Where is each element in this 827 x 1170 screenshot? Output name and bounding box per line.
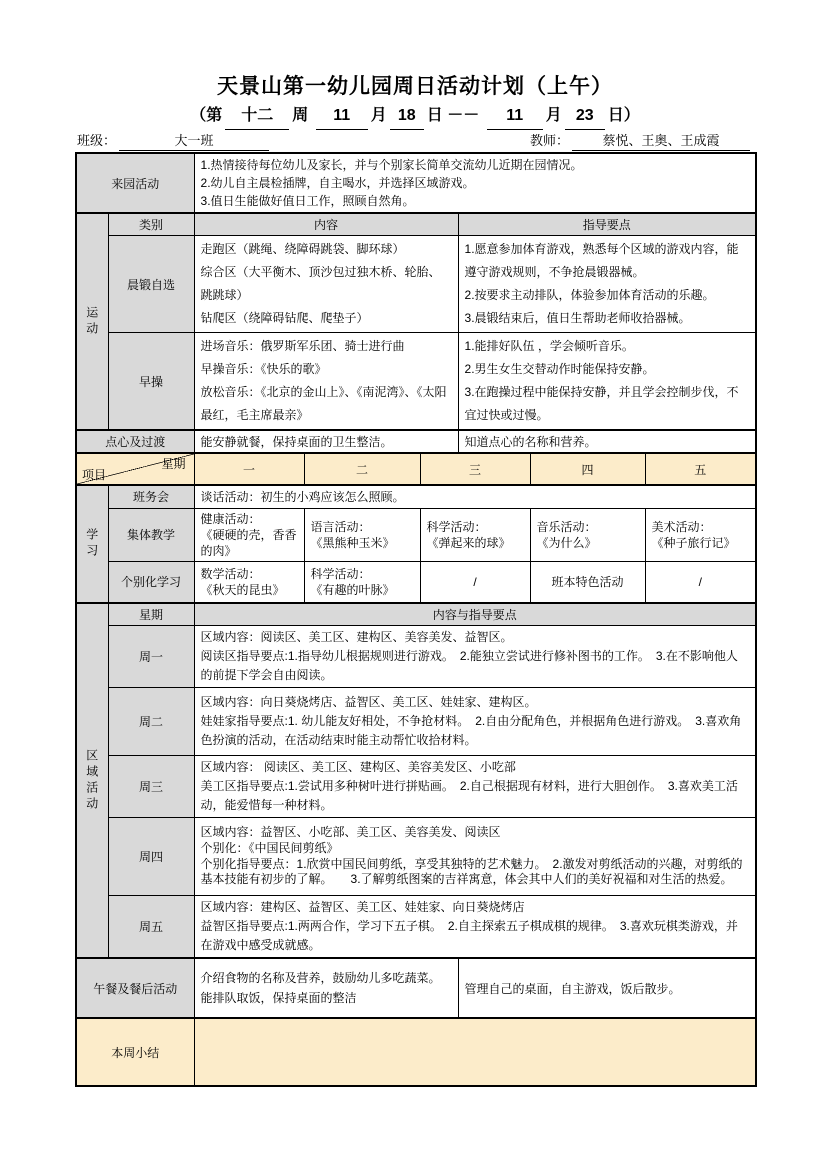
guidance-line: 2.男生女生交替动作时能保持安静。 [464,362,655,376]
regional-section-label: 区域活动 [76,603,108,958]
activity-type: 音乐活动： [536,519,597,534]
class-label: 班级： [77,133,117,148]
monday-row [76,626,756,688]
snack-content: 能安静就餐，保持桌面的卫生整洁。 [194,430,458,453]
individual-fri: / [645,561,756,603]
wednesday-row [76,756,756,818]
regional-week-header: 星期 [108,603,194,626]
sports-header-row [76,213,756,236]
class-meeting-row [76,485,756,508]
guidance-line: 3.晨锻结束后，值日生帮助老师收拾器械。 [464,311,691,325]
lunch-row [76,958,756,1018]
individual-tue [304,561,420,603]
wednesday-label: 周三 [108,756,194,818]
group-teaching-tue [304,508,420,561]
diagonal-item-label: 项目 [82,468,107,482]
morning-exercise-guidance [458,236,756,333]
morning-exercise-content [194,236,458,333]
individual-thu: 班本特色活动 [530,561,645,603]
region-line: 益智区指导要点:1.两两合作，学习下五子棋。 2.自主探索五子棋成棋的规律。 3.喜欢玩棋类游戏，并在游戏中感受成就感。 [200,919,738,952]
monday-content [194,626,756,688]
friday-label: 周五 [108,896,194,959]
group-teaching-fri [645,508,756,561]
activity-title: 《种子旅行记》 [651,535,736,550]
content-line: 放松音乐：《北京的金山上》、《南泥湾》、《太阳最红，毛主席最亲》 [200,385,447,422]
class-meeting-label: 班务会 [108,485,194,508]
day-col-tue: 二 [304,453,420,485]
lunch-label: 午餐及餐后活动 [76,958,194,1018]
individual-learning-label: 个别化学习 [108,561,194,603]
summary-label: 本周小结 [76,1018,194,1086]
guidance-line: 1.能排好队伍 ，学会倾听音乐。 [464,339,634,353]
tuesday-label: 周二 [108,688,194,756]
end-day-blank: 23 [565,103,605,130]
activity-title: 《弹起来的球》 [426,535,511,550]
guidance-header: 指导要点 [458,213,756,236]
snack-row [76,430,756,453]
activity-title: 《秋天的昆虫》 [200,582,285,597]
page-title: 天景山第一幼儿园周日活动计划（上午） [217,75,613,98]
content-line: 钻爬区（绕障碍钻爬、爬垫子） [200,311,369,325]
activity-type: 健康活动： [200,511,261,526]
arrival-line: 3.值日生能做好值日工作，照顾自然角。 [200,194,415,208]
activity-type: 美术活动： [651,519,712,534]
day-col-wed: 三 [420,453,530,485]
group-teaching-thu [530,508,645,561]
arrival-line: 2.幼儿自主晨检插牌，自主喝水，并选择区域游戏。 [200,176,475,190]
subtitle-prefix: （第 [190,107,223,124]
lunch-line: 介绍食物的名称及营养，鼓励幼儿多吃蔬菜。 [200,971,441,985]
learning-section-label: 学习 [76,485,108,603]
guidance-line: 3.在跑操过程中能保持安静，并且学会控制步伐，不宜过快或过慢。 [464,385,739,422]
snack-guidance: 知道点心的名称和营养。 [458,430,756,453]
teacher-field [530,132,753,151]
week-date-line [75,103,755,130]
group-teaching-wed [420,508,530,561]
summary-content [194,1018,756,1086]
content-line: 进场音乐：俄罗斯军乐团、骑士进行曲 [200,339,405,353]
tuesday-row [76,688,756,756]
content-line: 早操音乐：《快乐的歌》 [200,362,327,376]
tuesday-content [194,688,756,756]
region-line: 美工区指导要点:1.尝试用多种树叶进行拼贴画。 2.自己根据现有材料，进行大胆创作。 3.喜欢美工活动，能爱惜每一种材料。 [200,779,738,812]
morning-drill-content [194,333,458,431]
group-teaching-row [76,508,756,561]
day-header-row [76,453,756,485]
diagonal-header-cell [76,453,194,485]
sports-section-label: 运动 [76,213,108,430]
class-teacher-line [77,132,753,151]
region-line: 阅读区指导要点:1.指导幼儿根据规则进行游戏。 2.能独立尝试进行修补图书的工作。 3.在不影响他人的前提下学会自由阅读。 [200,649,738,682]
month-unit-1: 月 [370,107,387,124]
activity-type: 科学活动： [310,566,371,581]
week-unit: 周 [292,107,309,124]
guidance-line: 2.按要求主动排队，体验参加体育活动的乐趣。 [464,288,715,302]
day-unit-1: 日 [426,107,443,124]
content-header: 内容 [194,213,458,236]
document [75,0,755,1087]
region-line: 个别化指导要点：1.欣赏中国民间剪纸，享受其独特的艺术魅力。 2.激发对剪纸活动的兴趣，对剪纸的基本技能有初步的了解。 3.了解剪纸图案的吉祥寓意，体会其中人们的美好祝福和对生活的热爱。 [200,856,743,887]
activity-type: 数学活动： [200,566,261,581]
regional-content-header: 内容与指导要点 [194,603,756,626]
teacher-label: 教师： [529,133,569,148]
weekly-plan-table [75,152,757,1087]
region-line: 区域内容：阅读区、美工区、建构区、美容美发、益智区。 [200,630,513,644]
start-day-blank: 18 [390,103,424,130]
morning-exercise-label: 晨锻自选 [108,236,194,333]
friday-content [194,896,756,959]
morning-drill-guidance [458,333,756,431]
teacher-value: 蔡悦、王奥、王成霞 [572,132,750,151]
lunch-line: 能排队取饭，保持桌面的整洁 [200,991,357,1005]
morning-drill-label: 早操 [108,333,194,431]
day-unit-2: 日） [607,107,640,124]
regional-header-row [76,603,756,626]
content-line: 走跑区（跳绳、绕障碍跳袋、脚环球） [200,242,405,256]
morning-drill-row [76,333,756,431]
region-line: 个别化：《中国民间剪纸》 [200,840,339,855]
monday-label: 周一 [108,626,194,688]
group-teaching-label: 集体教学 [108,508,194,561]
activity-title: 《硬硬的壳，香香的肉》 [200,527,297,558]
end-month-blank: 11 [487,103,543,130]
guidance-line: 1.愿意参加体育游戏，熟悉每个区域的游戏内容，能遵守游戏规则，不争抢晨锻器械。 [464,242,739,279]
region-line: 区域内容：建构区、益智区、美工区、娃娃家、向日葵烧烤店 [200,900,525,914]
day-col-fri: 五 [645,453,756,485]
class-meeting-content: 谈话活动：初生的小鸡应该怎么照顾。 [194,485,756,508]
summary-row [76,1018,756,1086]
individual-wed: / [420,561,530,603]
lunch-guidance: 管理自己的桌面，自主游戏，饭后散步。 [458,958,756,1018]
thursday-content [194,818,756,896]
thursday-label: 周四 [108,818,194,896]
region-line: 区域内容：益智区、小吃部、美工区、美容美发、阅读区 [200,825,501,840]
class-field [77,132,272,151]
arrival-line: 1.热情接待每位幼儿及家长，并与个别家长简单交流幼儿近期在园情况。 [200,158,583,172]
friday-row [76,896,756,959]
activity-title: 《黑熊种玉米》 [310,535,395,550]
wednesday-content [194,756,756,818]
arrival-label: 来园活动 [76,153,194,213]
group-teaching-mon [194,508,304,561]
activity-type: 科学活动： [426,519,487,534]
day-col-mon: 一 [194,453,304,485]
arrival-row [76,153,756,213]
content-line: 综合区（大平衡木、顶沙包过独木桥、轮胎、跳跳球） [200,265,441,302]
activity-title: 《为什么》 [536,535,597,550]
start-month-blank: 11 [316,103,368,130]
individual-mon [194,561,304,603]
diagonal-week-label: 星期 [161,457,186,471]
class-value: 大一班 [119,132,269,151]
lunch-content [194,958,458,1018]
activity-type: 语言活动： [310,519,371,534]
month-unit-2: 月 [545,107,562,124]
category-header: 类别 [108,213,194,236]
individual-learning-row [76,561,756,603]
region-line: 区域内容： 阅读区、美工区、建构区、美容美发区、小吃部 [200,760,516,774]
activity-title: 《有趣的叶脉》 [310,582,395,597]
day-col-thu: 四 [530,453,645,485]
morning-exercise-row [76,236,756,333]
region-line: 娃娃家指导要点:1. 幼儿能友好相处，不争抢材料。 2.自由分配角色，并根据角色进行游戏。 3.喜欢角色扮演的活动，在活动结束时能主动帮忙收拾材料。 [200,714,742,747]
week-number-blank: 十二 [225,103,289,130]
thursday-row [76,818,756,896]
date-range-dash: －－ [447,107,480,124]
region-line: 区域内容：向日葵烧烤店、益智区、美工区、娃娃家、建构区。 [200,695,537,709]
arrival-content [194,153,756,213]
snack-label: 点心及过渡 [76,430,194,453]
